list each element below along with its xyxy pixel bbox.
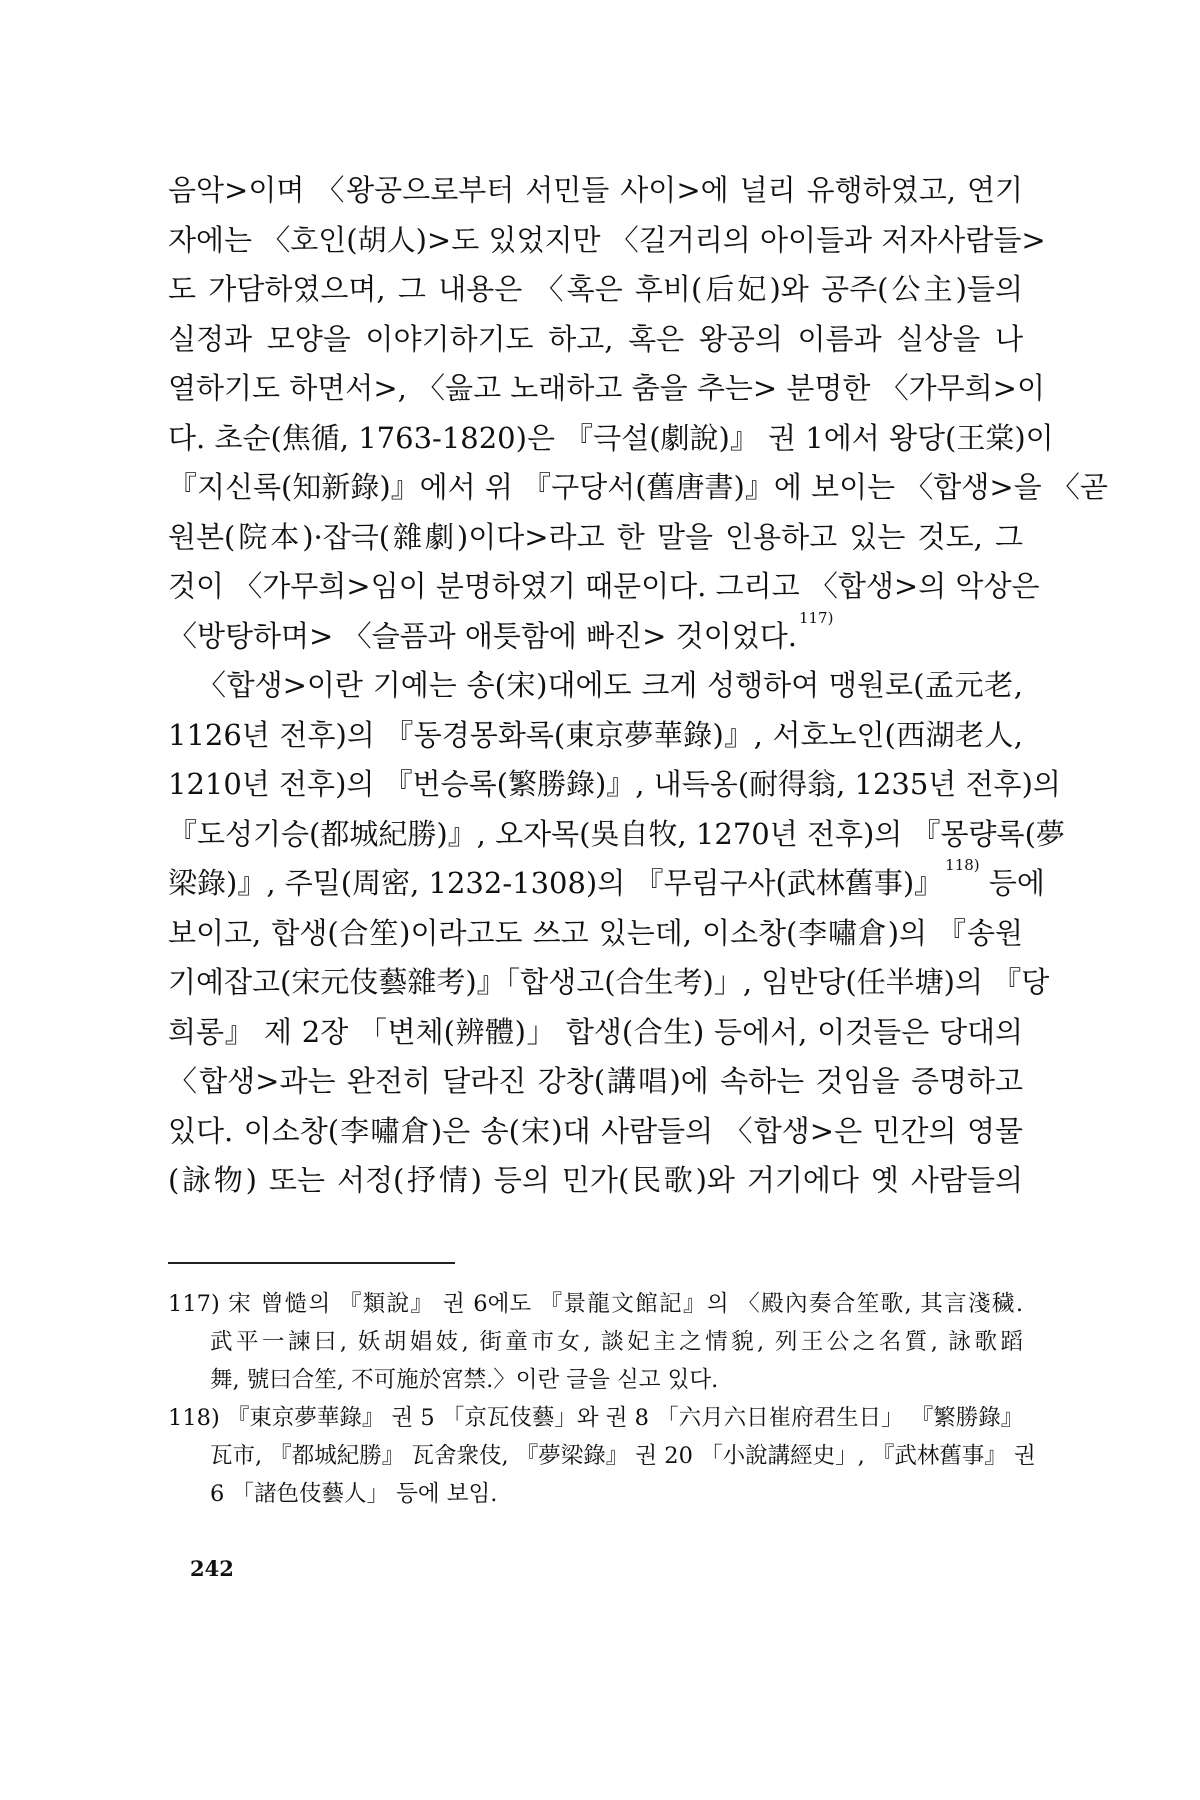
body-line: 1210년 전후)의 『번승록(繁勝錄)』, 내득옹(耐得翁, 1235년 전후)의: [168, 767, 1061, 801]
body-line: 원본(院本)·잡극(雜劇)이다>라고 한 말을 인용하고 있는 것도, 그: [168, 519, 1023, 554]
page-number: 242: [190, 1556, 234, 1581]
footnotes: [168, 1285, 1036, 1513]
body-line: 실정과 모양을 이야기하기도 하고, 혹은 왕공의 이름과 실상을 나: [168, 321, 1023, 356]
body-line-with-note: [168, 608, 1023, 662]
footnote-117-line: 117) 宋 曾慥의 『類說』 권 6에도 『景龍文館記』의 〈殿內奏合笙歌, 其言淺穢.: [168, 1291, 1023, 1317]
body-line: 1126년 전후)의 『동경몽화록(東京夢華錄)』, 서호노인(西湖老人,: [168, 717, 1023, 752]
body-line: (詠物) 또는 서정(抒情) 등의 민가(民歌)와 거기에다 옛 사람들의: [168, 1163, 1023, 1197]
footnote-118-line: 瓦市, 『都城紀勝』 瓦舍衆伎, 『夢梁錄』 권 20 「小說講經史」, 『武林舊事』 권: [210, 1443, 1036, 1469]
footnote-divider: [168, 1262, 455, 1264]
body-line: 보이고, 합생(合笙)이라고도 쓰고 있는데, 이소창(李嘯倉)의 『송원: [168, 915, 1023, 950]
footnote-ref-118[interactable]: 118): [945, 856, 980, 875]
footnote-118-line: 118) 『東京夢華錄』 권 5 「京瓦伎藝」와 권 8 「六月六日崔府君生日」 『繁勝錄』: [168, 1405, 1024, 1431]
body-line: 〈합생>이란 기예는 송(宋)대에도 크게 성행하여 맹원로(孟元老,: [197, 668, 1023, 702]
body-line-text: 〈방탕하며> 〈슬픔과 애틋함에 빠진> 것이었다.: [168, 618, 797, 653]
body-line-text: 梁錄)』, 주밀(周密, 1232-1308)의 『무림구사(武林舊事)』: [168, 866, 944, 900]
body-line-text: 등에: [988, 866, 1045, 900]
body-line: 열하기도 하면서>, 〈읊고 노래하고 춤을 추는> 분명한 〈가무희>이: [168, 371, 1045, 405]
body-line: 있다. 이소창(李嘯倉)은 송(宋)대 사람들의 〈합생>은 민간의 영물: [168, 1113, 1023, 1148]
body-line: 것이 〈가무희>임이 분명하였기 때문이다. 그리고 〈합생>의 악상은: [168, 569, 1040, 603]
body-line: 기예잡고(宋元伎藝雜考)』「합생고(合生考)」, 임반당(任半塘)의 『당: [168, 965, 1050, 999]
body-line: 음악>이며 〈왕공으로부터 서민들 사이>에 널리 유행하였고, 연기: [168, 173, 1023, 207]
body-line: 희롱』 제 2장 「변체(辨體)」 합생(合生) 등에서, 이것들은 당대의: [168, 1014, 1023, 1049]
body-text: [168, 166, 1108, 1206]
body-line: 『지신록(知新錄)』에서 위 『구당서(舊唐書)』에 보이는 〈합생>을 〈곧: [168, 470, 1108, 504]
body-line: 다. 초순(焦循, 1763-1820)은 『극설(劇說)』 권 1에서 왕당(王棠)이: [168, 420, 1054, 455]
footnote-118-line: 6 「諸色伎藝人」 등에 보임.: [210, 1481, 498, 1507]
body-line: 자에는 〈호인(胡人)>도 있었지만 〈길거리의 아이들과 저자사람들>: [168, 222, 1046, 257]
body-line: 『도성기승(都城紀勝)』, 오자목(吳自牧, 1270년 전후)의 『몽량록(夢: [168, 816, 1065, 851]
footnote-117-line: 舞, 號曰合笙, 不可施於宮禁.〉이란 글을 싣고 있다.: [210, 1367, 719, 1393]
body-line: 〈합생>과는 완전히 달라진 강창(講唱)에 속하는 것임을 증명하고: [168, 1064, 1023, 1098]
body-line-with-note: [168, 856, 1045, 909]
footnote-ref-117[interactable]: 117): [798, 608, 834, 627]
body-line: 도 가담하였으며, 그 내용은 〈혹은 후비(后妃)와 공주(公主)들의: [168, 272, 1023, 306]
footnote-117-line: 武平一諫曰, 妖胡娼妓, 街童市女, 談妃主之情貌, 列王公之名質, 詠歌蹈: [210, 1329, 1023, 1355]
